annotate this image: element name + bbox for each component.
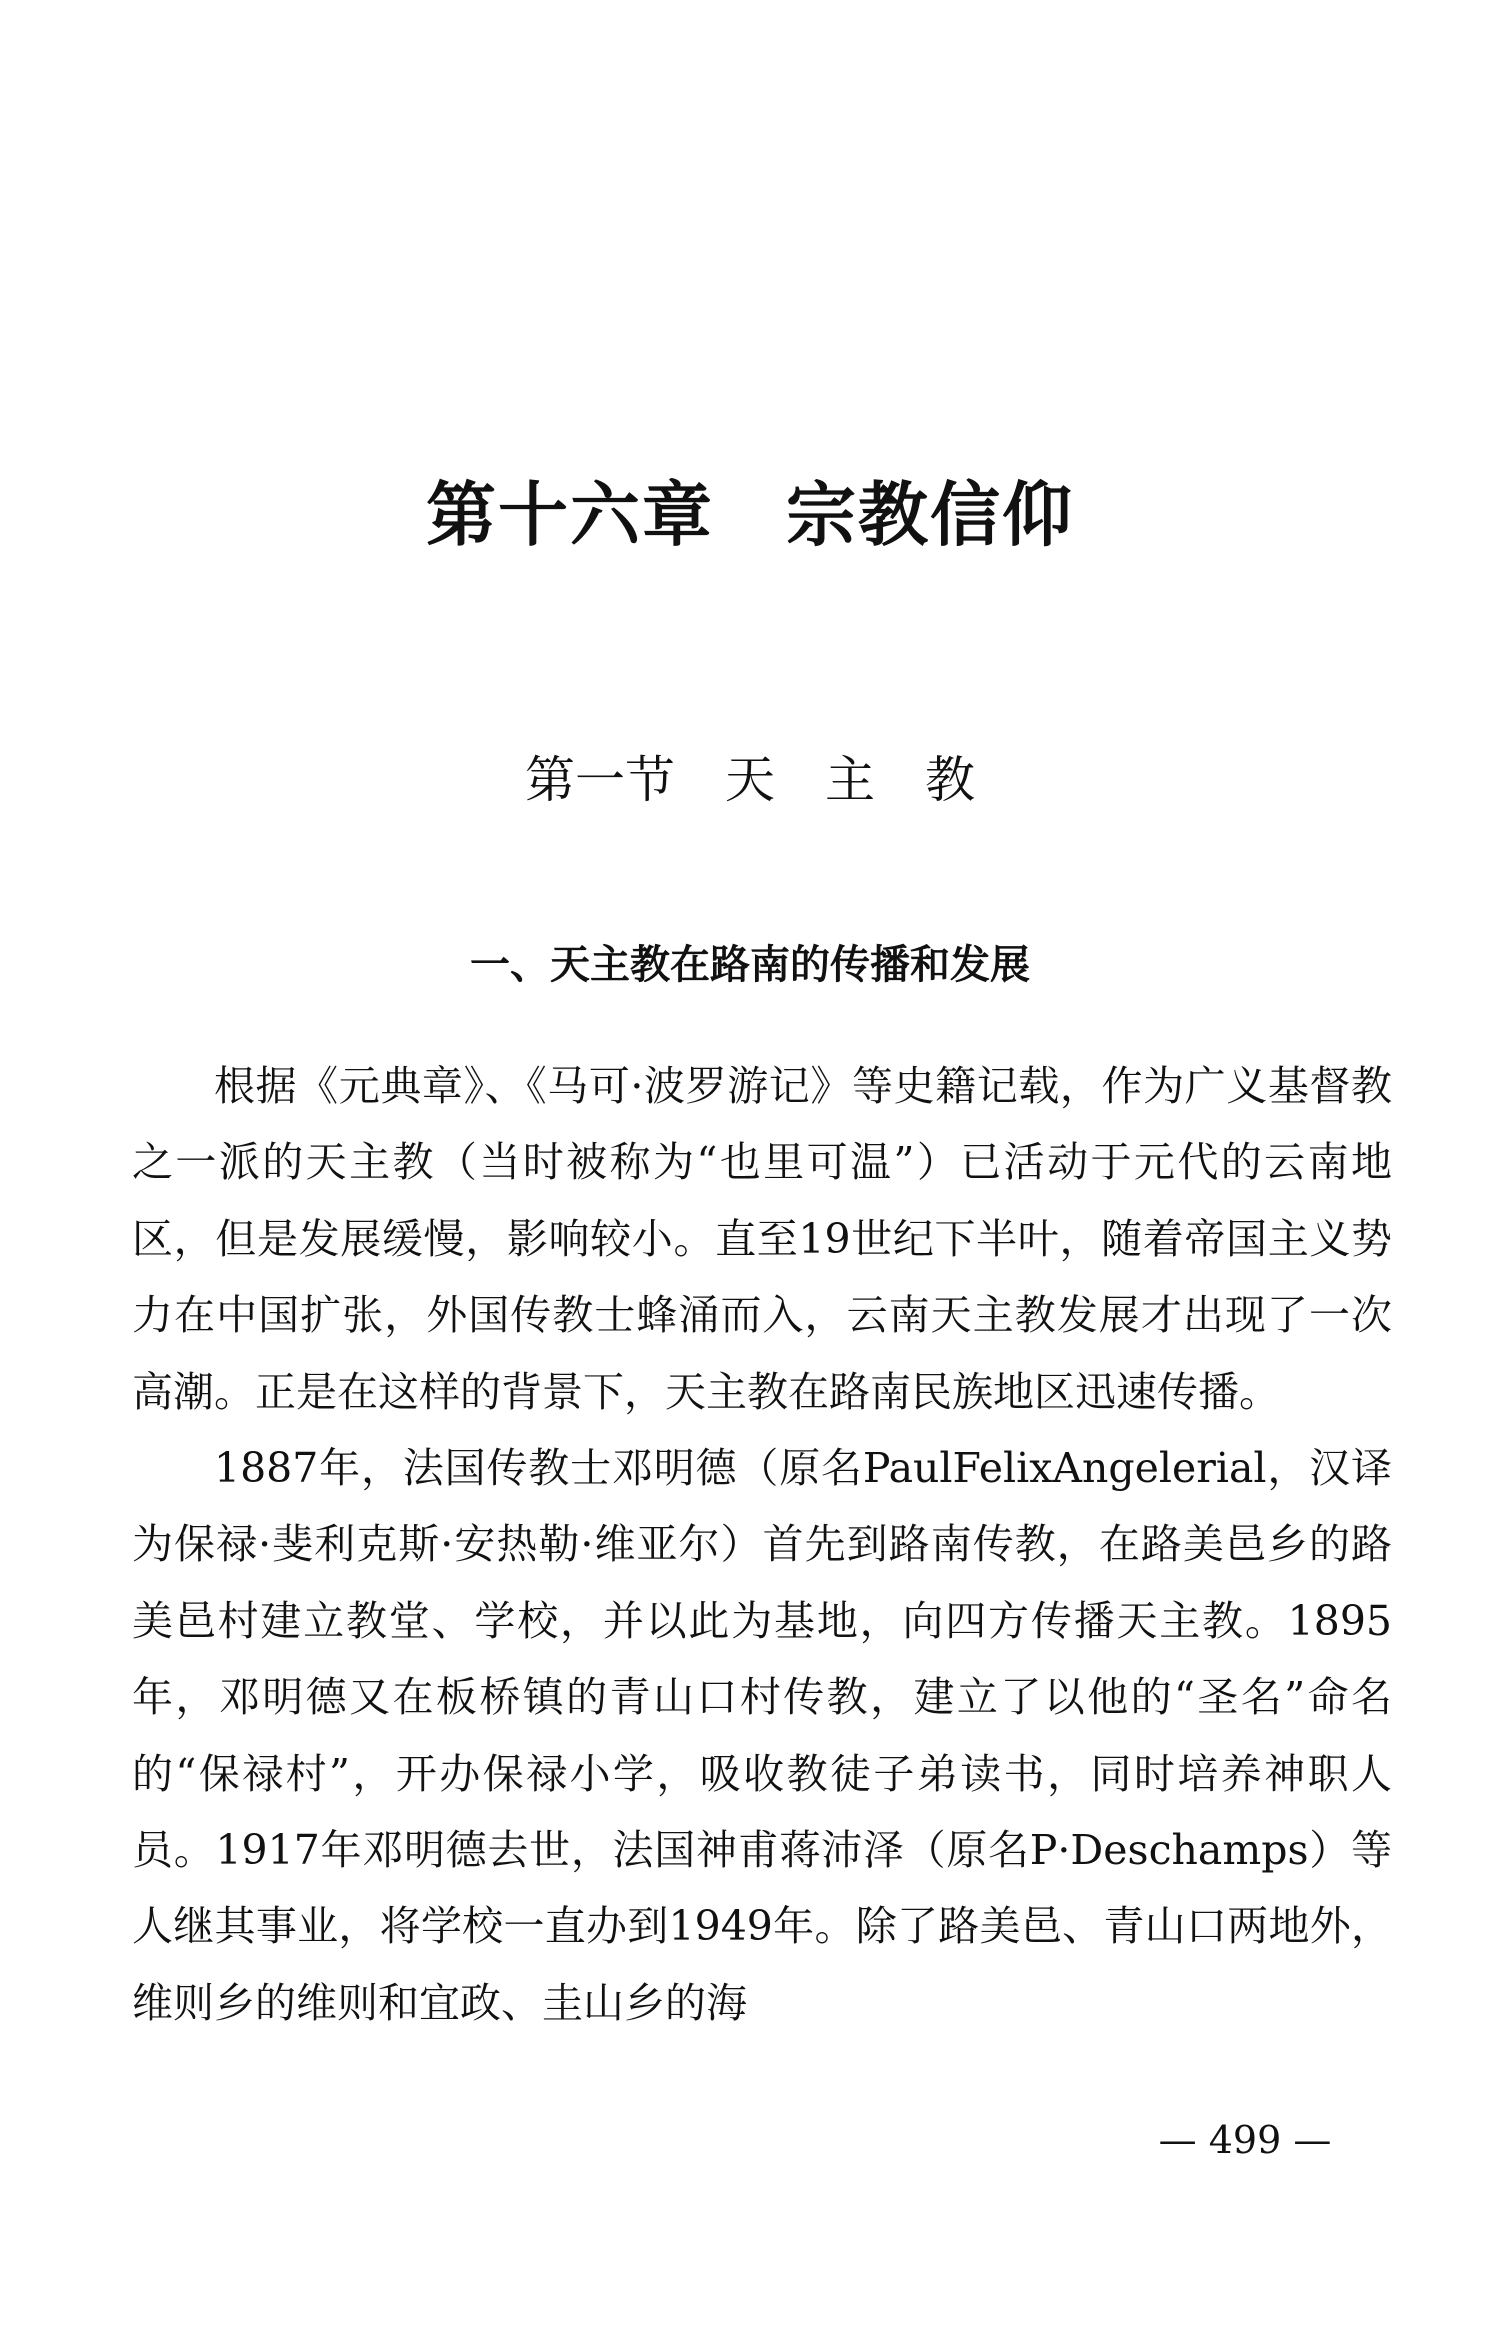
chapter-title: 第十六章 宗教信仰 bbox=[426, 474, 1074, 556]
paragraph-2: 1887年，法国传教士邓明德（原名PaulFelixAngelerial，汉译为保禄·斐利克斯·安热勒·维亚尔）首先到路南传教，在路美邑乡的路美邑村建立教堂、学校，并以此为基地，向四方传播天主教。1895年，邓明德又在板桥镇的青山口村传教，建立了以他的“圣名”命名的“保禄村”，开办保禄小学，吸收教徒子弟读书，同时培养神职人员。1917年邓明德去世，法国神甫蒋沛泽（原名P·Deschamps）等人继其事业，将学校一直办到1949年。除了路美邑、青山口两地外，维则乡的维则和宜政、圭山乡的海 bbox=[132, 1444, 1392, 2027]
page-number: — 499 — bbox=[1158, 2118, 1332, 2162]
subsection-title: 一、天主教在路南的传播和发展 bbox=[470, 942, 1030, 988]
body-text bbox=[132, 1048, 1392, 2041]
paragraph-1: 根据《元典章》、《马可·波罗游记》等史籍记载，作为广义基督教之一派的天主教（当时被称为“也里可温”）已活动于元代的云南地区，但是发展缓慢，影响较小。直至19世纪下半叶，随着帝国主义势力在中国扩张，外国传教士蜂涌而入，云南天主教发展才出现了一次高潮。正是在这样的背景下，天主教在路南民族地区迅速传播。 bbox=[132, 1062, 1392, 1416]
section-title: 第一节 天 主 教 bbox=[525, 751, 975, 809]
